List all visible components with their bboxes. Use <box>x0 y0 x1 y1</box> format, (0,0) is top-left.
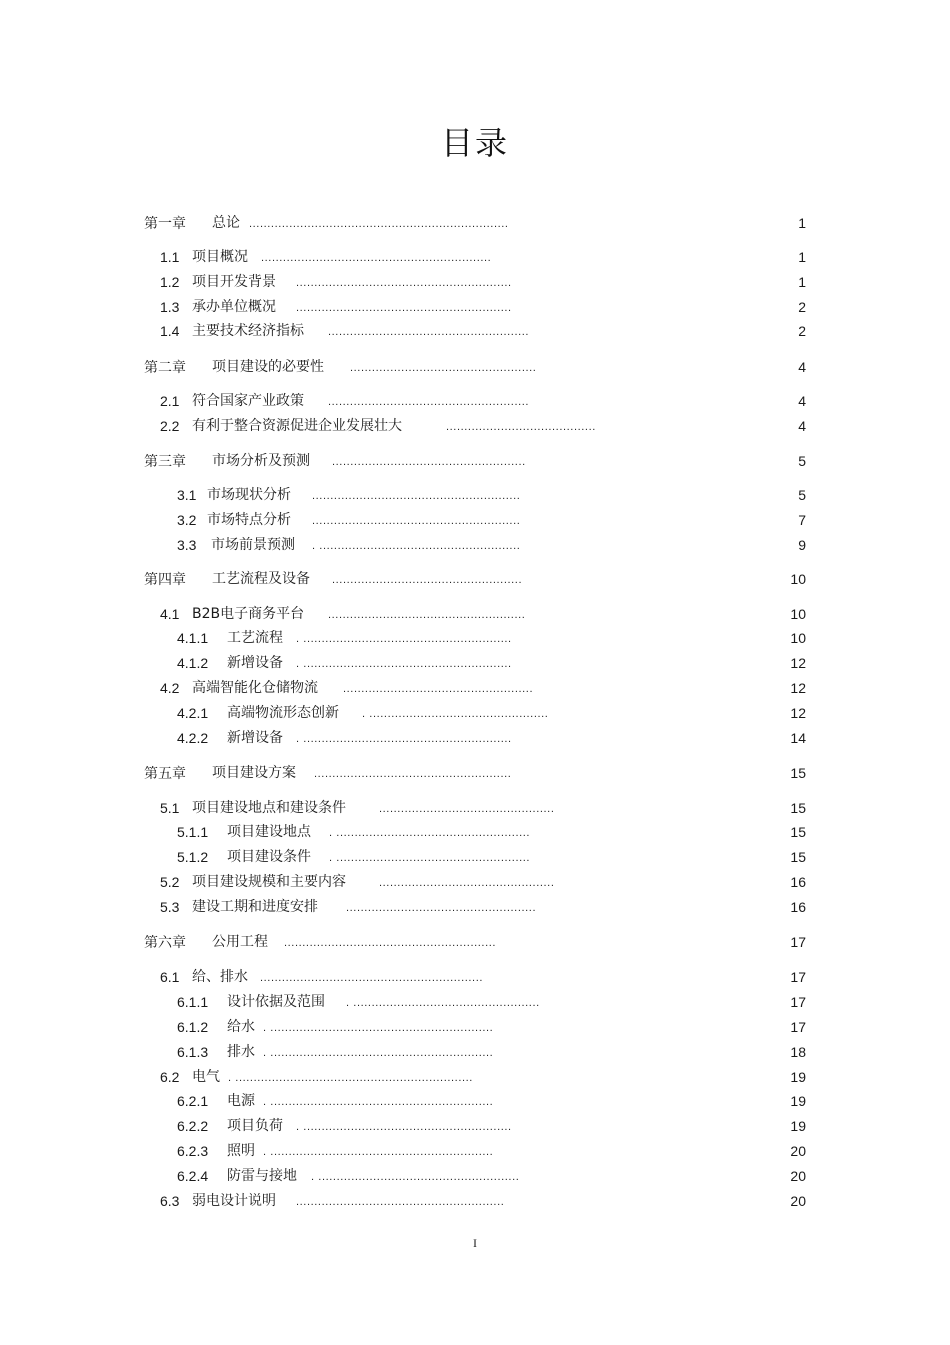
toc-section-entry[interactable] <box>0 1115 950 1137</box>
toc-page-number: 17 <box>790 1019 806 1035</box>
toc-leader-dots: ......................................................... <box>312 490 521 502</box>
toc-entry-title: 项目建设规模和主要内容 <box>192 874 346 890</box>
toc-entry-number: 第三章 <box>144 453 186 469</box>
toc-section-entry[interactable] <box>0 603 950 625</box>
toc-page-number: 10 <box>790 606 806 622</box>
toc-chapter-entry[interactable] <box>0 212 950 234</box>
toc-leader-dots: ......................................... <box>446 421 596 433</box>
toc-entry-title: 高端智能化仓储物流 <box>192 680 318 696</box>
toc-entry-number: 4.2.2 <box>177 730 209 746</box>
toc-section-entry[interactable] <box>0 677 950 699</box>
toc-entry-title: 建设工期和进度安排 <box>192 899 318 915</box>
toc-entry-title: 项目建设条件 <box>227 849 311 865</box>
page-title: 目录 <box>440 124 509 162</box>
toc-entry-title: 弱电设计说明 <box>192 1193 276 1209</box>
toc-entry-title: 市场特点分析 <box>207 512 291 528</box>
toc-page-number: 15 <box>790 849 806 865</box>
toc-chapter-entry[interactable] <box>0 568 950 590</box>
toc-entry-title: 主要技术经济指标 <box>192 323 304 339</box>
toc-entry-title: 项目负荷 <box>227 1118 283 1134</box>
toc-leader-dots: ......................................................... <box>296 1196 505 1208</box>
toc-entry-title: 新增设备 <box>227 730 283 746</box>
toc-entry-title: 工艺流程 <box>227 630 283 646</box>
toc-leader-dots: ...................................................... <box>328 609 526 621</box>
toc-leader-dots: ................................................... <box>350 362 537 374</box>
toc-entry-title: B2B电子商务平台 <box>192 606 305 622</box>
toc-page-number: 19 <box>790 1118 806 1134</box>
toc-page-number: 17 <box>790 994 806 1010</box>
toc-page-number: 10 <box>790 571 806 587</box>
toc-entry-number: 第六章 <box>144 934 186 950</box>
toc-page-number: 17 <box>790 934 806 950</box>
toc-entry-title: 项目概况 <box>192 249 248 265</box>
toc-page-number: 9 <box>798 537 806 553</box>
toc-section-entry[interactable] <box>0 296 950 318</box>
toc-leader-dots: . ......................................................... <box>296 733 512 745</box>
toc-leader-dots: . ......................................................... <box>296 1121 512 1133</box>
toc-page-number: 4 <box>798 393 806 409</box>
toc-leader-dots: . ....................................................... <box>312 540 521 552</box>
toc-page-number: 15 <box>790 824 806 840</box>
toc-section-entry[interactable] <box>0 727 950 749</box>
toc-entry-title: 给、排水 <box>192 969 248 985</box>
toc-leader-dots: . ......................................................... <box>296 633 512 645</box>
toc-leader-dots: . ............................................................. <box>263 1047 494 1059</box>
toc-section-entry[interactable] <box>0 1165 950 1187</box>
toc-entry-title: 总论 <box>212 215 240 231</box>
toc-entry-number: 5.2 <box>160 874 180 890</box>
toc-entry-number: 6.1.1 <box>177 994 209 1010</box>
toc-leader-dots: .......................................................... <box>284 937 497 949</box>
toc-entry-title: 公用工程 <box>212 934 268 950</box>
toc-entry-number: 6.2.3 <box>177 1143 209 1159</box>
toc-entry-number: 4.1.1 <box>177 630 209 646</box>
toc-leader-dots: ......................................................... <box>312 515 521 527</box>
toc-page-number: 16 <box>790 899 806 915</box>
toc-page-number: 16 <box>790 874 806 890</box>
toc-entry-number: 4.1 <box>160 606 180 622</box>
toc-entry-title: 项目建设的必要性 <box>212 359 324 375</box>
toc-leader-dots: . ............................................................. <box>263 1146 494 1158</box>
toc-page-number: 10 <box>790 630 806 646</box>
toc-entry-number: 第一章 <box>144 215 186 231</box>
toc-page-number: 15 <box>790 800 806 816</box>
toc-leader-dots: . ......................................................... <box>296 658 512 670</box>
toc-leader-dots: ....................................................................... <box>249 218 509 230</box>
toc-page-number: 5 <box>798 487 806 503</box>
toc-section-entry[interactable] <box>0 652 950 674</box>
toc-page-number: 20 <box>790 1168 806 1184</box>
toc-section-entry[interactable] <box>0 896 950 918</box>
toc-entry-number: 5.1.2 <box>177 849 209 865</box>
toc-entry-number: 1.2 <box>160 274 180 290</box>
toc-section-entry[interactable] <box>0 846 950 868</box>
toc-entry-title: 市场分析及预测 <box>212 453 310 469</box>
toc-entry-title: 承办单位概况 <box>192 299 276 315</box>
toc-section-entry[interactable] <box>0 627 950 649</box>
toc-section-entry[interactable] <box>0 702 950 724</box>
toc-entry-number: 3.2 <box>177 512 197 528</box>
toc-leader-dots: ...................................................... <box>314 768 512 780</box>
toc-section-entry[interactable] <box>0 246 950 268</box>
toc-leader-dots: .................................................... <box>343 683 534 695</box>
toc-entry-title: 项目建设方案 <box>212 765 296 781</box>
toc-page-number: 4 <box>798 359 806 375</box>
toc-entry-title: 照明 <box>227 1143 255 1159</box>
toc-section-entry[interactable] <box>0 1041 950 1063</box>
toc-page-number: 4 <box>798 418 806 434</box>
toc-section-entry[interactable] <box>0 991 950 1013</box>
toc-entry-number: 6.2.2 <box>177 1118 209 1134</box>
toc-section-entry[interactable] <box>0 871 950 893</box>
toc-leader-dots: ........................................................... <box>296 277 512 289</box>
toc-entry-title: 市场前景预测 <box>211 537 295 553</box>
toc-leader-dots: . ............................................................. <box>263 1096 494 1108</box>
toc-entry-number: 1.3 <box>160 299 180 315</box>
toc-leader-dots: . ............................................................. <box>263 1022 494 1034</box>
toc-section-entry[interactable] <box>0 1066 950 1088</box>
toc-entry-title: 设计依据及范围 <box>227 994 325 1010</box>
toc-leader-dots: . ................................................................. <box>228 1072 473 1084</box>
toc-entry-number: 6.2.1 <box>177 1093 209 1109</box>
toc-section-entry[interactable] <box>0 271 950 293</box>
toc-page-number: 12 <box>790 680 806 696</box>
toc-entry-number: 第二章 <box>144 359 186 375</box>
toc-section-entry[interactable] <box>0 1140 950 1162</box>
toc-leader-dots: ........................................................... <box>296 302 512 314</box>
toc-page-number: 20 <box>790 1143 806 1159</box>
toc-entry-title: 工艺流程及设备 <box>212 571 310 587</box>
toc-entry-title: 排水 <box>227 1044 255 1060</box>
toc-leader-dots: ............................................................... <box>261 252 492 264</box>
toc-chapter-entry[interactable] <box>0 356 950 378</box>
toc-section-entry[interactable] <box>0 797 950 819</box>
toc-entry-number: 5.1 <box>160 800 180 816</box>
toc-page-number: 14 <box>790 730 806 746</box>
toc-section-entry[interactable] <box>0 509 950 531</box>
toc-entry-number: 3.3 <box>177 537 197 553</box>
toc-section-entry[interactable] <box>0 1090 950 1112</box>
toc-page-number: 19 <box>790 1069 806 1085</box>
toc-section-entry[interactable] <box>0 821 950 843</box>
toc-page-number: 18 <box>790 1044 806 1060</box>
toc-entry-number: 3.1 <box>177 487 197 503</box>
toc-entry-title: 电源 <box>227 1093 255 1109</box>
toc-leader-dots: . ................................................. <box>362 708 549 720</box>
toc-entry-title: 符合国家产业政策 <box>192 393 304 409</box>
toc-entry-title: 防雷与接地 <box>227 1168 297 1184</box>
toc-page-number: 19 <box>790 1093 806 1109</box>
toc-entry-title: 项目建设地点 <box>227 824 311 840</box>
toc-entry-number: 5.3 <box>160 899 180 915</box>
toc-entry-number: 4.2 <box>160 680 180 696</box>
toc-page-number: 17 <box>790 969 806 985</box>
toc-entry-number: 第四章 <box>144 571 186 587</box>
toc-section-entry[interactable] <box>0 534 950 556</box>
toc-leader-dots: ..................................................... <box>332 456 526 468</box>
toc-entry-title: 新增设备 <box>227 655 283 671</box>
toc-entry-number: 1.1 <box>160 249 180 265</box>
toc-page-number: 1 <box>798 215 806 231</box>
toc-entry-number: 4.2.1 <box>177 705 209 721</box>
toc-entry-title: 高端物流形态创新 <box>227 705 339 721</box>
toc-page-number: 2 <box>798 299 806 315</box>
toc-entry-number: 1.4 <box>160 323 180 339</box>
toc-section-entry[interactable] <box>0 1190 950 1212</box>
toc-chapter-entry[interactable] <box>0 450 950 472</box>
toc-entry-number: 6.1.3 <box>177 1044 209 1060</box>
toc-entry-title: 给水 <box>227 1019 255 1035</box>
toc-leader-dots: ....................................................... <box>328 396 530 408</box>
toc-leader-dots: ................................................ <box>379 877 555 889</box>
toc-section-entry[interactable] <box>0 1016 950 1038</box>
toc-entry-title: 市场现状分析 <box>207 487 291 503</box>
toc-entry-number: 6.1 <box>160 969 180 985</box>
toc-leader-dots: . ..................................................... <box>329 852 531 864</box>
toc-entry-number: 4.1.2 <box>177 655 209 671</box>
toc-leader-dots: . ................................................... <box>346 997 540 1009</box>
toc-entry-title: 有利于整合资源促进企业发展壮大 <box>192 418 402 434</box>
toc-entry-title: 电气 <box>192 1069 220 1085</box>
toc-chapter-entry[interactable] <box>0 762 950 784</box>
toc-leader-dots: ............................................................. <box>260 972 484 984</box>
toc-entry-number: 第五章 <box>144 765 186 781</box>
toc-page-number: 7 <box>798 512 806 528</box>
toc-page-number: 5 <box>798 453 806 469</box>
toc-page-number: 20 <box>790 1193 806 1209</box>
toc-section-entry[interactable] <box>0 320 950 342</box>
toc-section-entry[interactable] <box>0 966 950 988</box>
toc-page-number: 1 <box>798 274 806 290</box>
toc-entry-number: 2.1 <box>160 393 180 409</box>
toc-section-entry[interactable] <box>0 390 950 412</box>
toc-page-number: 1 <box>798 249 806 265</box>
toc-entry-title: 项目开发背景 <box>192 274 276 290</box>
toc-entry-number: 6.1.2 <box>177 1019 209 1035</box>
toc-section-entry[interactable] <box>0 484 950 506</box>
toc-entry-number: 6.2.4 <box>177 1168 209 1184</box>
toc-section-entry[interactable] <box>0 415 950 437</box>
toc-entry-number: 5.1.1 <box>177 824 209 840</box>
toc-page-number: 2 <box>798 323 806 339</box>
toc-entry-number: 2.2 <box>160 418 180 434</box>
toc-page-number: 12 <box>790 705 806 721</box>
toc-entry-number: 6.3 <box>160 1193 180 1209</box>
toc-leader-dots: . ..................................................... <box>329 827 531 839</box>
page-number-footer: I <box>473 1236 477 1250</box>
toc-leader-dots: ................................................ <box>379 803 555 815</box>
toc-leader-dots: .................................................... <box>346 902 537 914</box>
toc-entry-number: 6.2 <box>160 1069 180 1085</box>
toc-entry-title: 项目建设地点和建设条件 <box>192 800 346 816</box>
toc-page-number: 12 <box>790 655 806 671</box>
toc-leader-dots: ....................................................... <box>328 326 530 338</box>
toc-leader-dots: . ....................................................... <box>311 1171 520 1183</box>
toc-leader-dots: .................................................... <box>332 574 523 586</box>
toc-page-number: 15 <box>790 765 806 781</box>
toc-chapter-entry[interactable] <box>0 931 950 953</box>
